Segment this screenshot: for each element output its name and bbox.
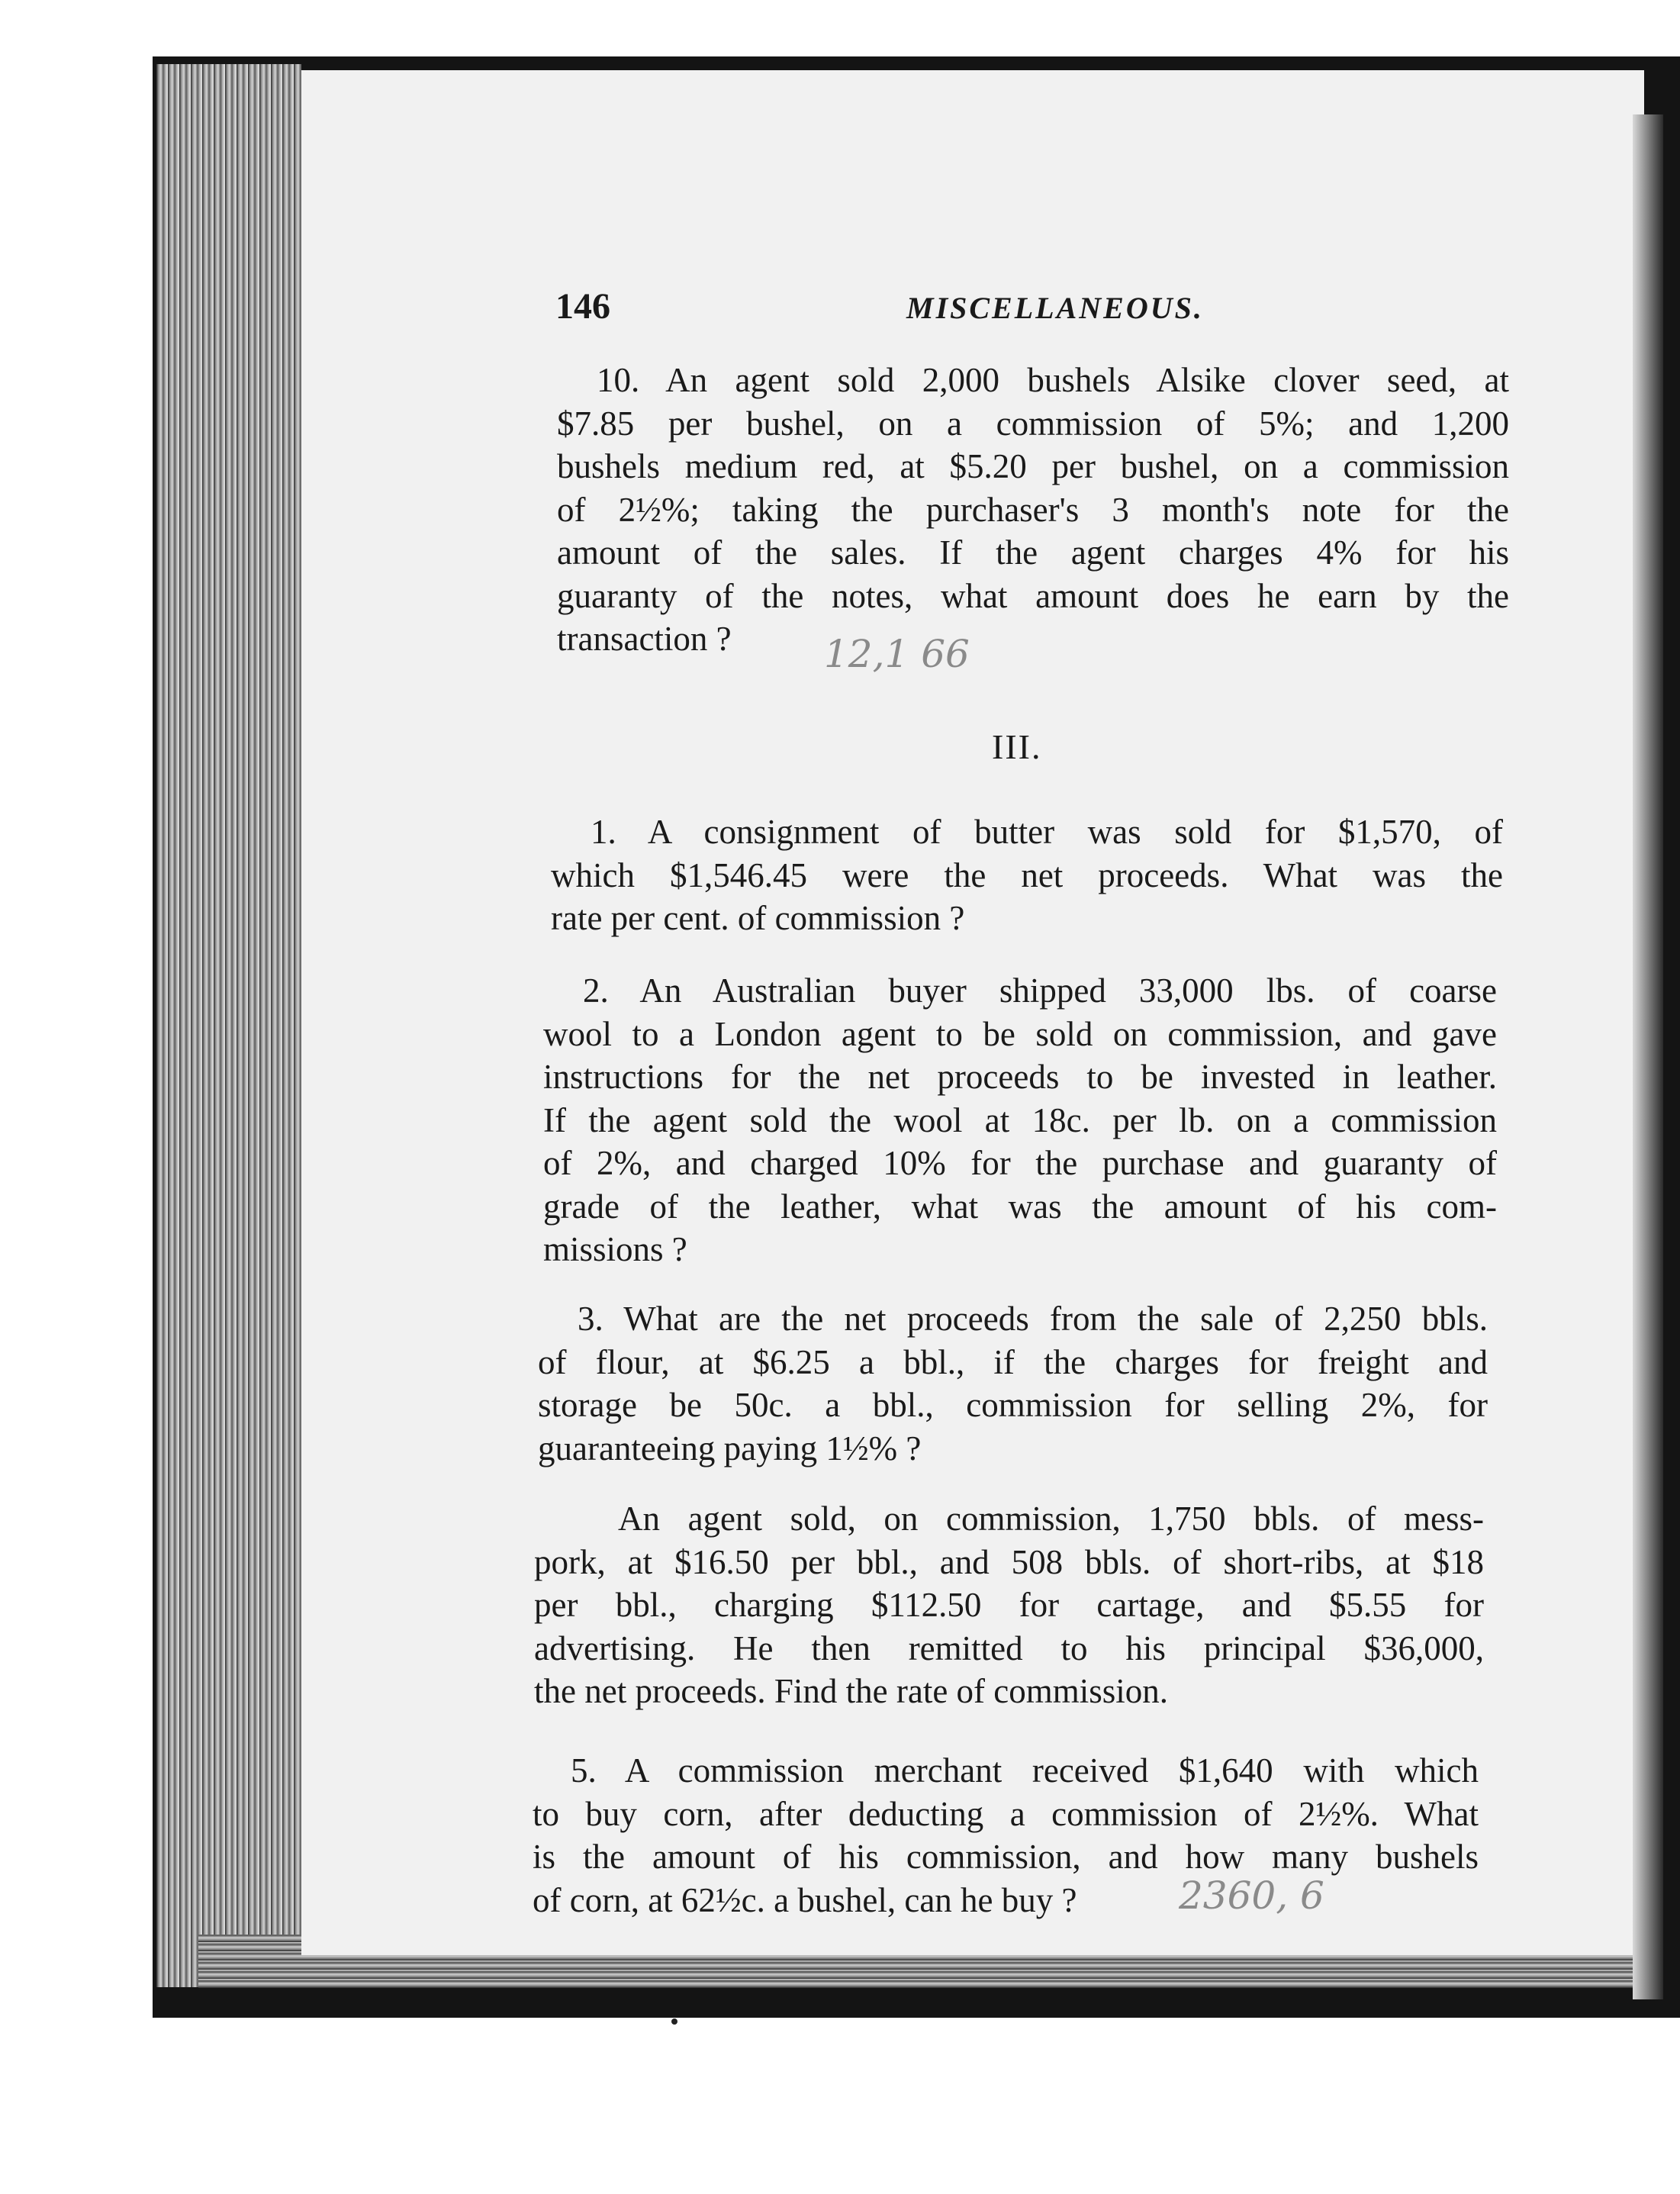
text-line: missions ? (543, 1230, 687, 1268)
text-line: per bbl., charging $112.50 for cartage, and $5.55 for (534, 1586, 1484, 1624)
text-line: of flour, at $6.25 a bbl., if the charges for freight and (538, 1342, 1488, 1381)
page-number: 146 (555, 286, 610, 327)
text-line: grade of the leather, what was the amount of his com- (543, 1187, 1497, 1226)
problem-10 (557, 359, 1509, 661)
text-line: 1. A consignment of butter was sold for $1,570, of (591, 813, 1503, 851)
text-line: guaranteeing paying 1½% ? (538, 1429, 922, 1467)
text-line: the net proceeds. Find the rate of commission. (534, 1672, 1169, 1710)
problem-5 (533, 1749, 1479, 1922)
section-heading: III. (992, 727, 1042, 766)
text-line: which $1,546.45 were the net proceeds. What was the (551, 855, 1503, 894)
text-line: 2. An Australian buyer shipped 33,000 lbs. of coarse (583, 971, 1497, 1010)
problem-4 (534, 1497, 1484, 1713)
text-line: pork, at $16.50 per bbl., and 508 bbls. of short-ribs, at $18 (534, 1542, 1484, 1581)
text-line: 5. A commission merchant received $1,640 with which (571, 1751, 1479, 1790)
text-line: rate per cent. of commission ? (551, 899, 965, 937)
text-line: 10. An agent sold 2,000 bushels Alsike clover seed, at (597, 361, 1509, 399)
text-line: bushels medium red, at $5.20 per bushel, on a commission (557, 447, 1509, 485)
text-line: to buy corn, after deducting a commission of 2½%. What (533, 1794, 1479, 1833)
text-line: guaranty of the notes, what amount does he earn by the (557, 576, 1509, 615)
text-line: An agent sold, on commission, 1,750 bbls. of mess- (618, 1500, 1484, 1538)
ink-speck (671, 2018, 677, 2025)
text-line: is the amount of his commission, and how many bushels (533, 1838, 1479, 1876)
page-edges-left (156, 64, 301, 1987)
running-header: MISCELLANEOUS. (906, 291, 1204, 325)
problem-1 (551, 810, 1503, 940)
text-line: transaction ? (557, 620, 732, 658)
text-line: amount of the sales. If the agent charges 4% for his (557, 533, 1509, 572)
problem-2 (543, 969, 1497, 1271)
text-line: If the agent sold the wool at 18c. per lb. on a commission (543, 1100, 1497, 1139)
handwritten-note: 2360, 6 (1179, 1873, 1324, 1918)
text-line: advertising. He then remitted to his principal $36,000, (534, 1629, 1484, 1667)
text-line: $7.85 per bushel, on a commission of 5%; and 1,200 (557, 404, 1509, 443)
text-line: of corn, at 62½c. a bushel, can he buy ? (533, 1880, 1077, 1919)
text-line: instructions for the net proceeds to be invested in leather. (543, 1058, 1497, 1096)
text-line: storage be 50c. a bbl., commission for selling 2%, for (538, 1386, 1488, 1424)
problem-3 (538, 1297, 1488, 1470)
handwritten-note: 12,1 66 (824, 632, 970, 676)
text-line: 3. What are the net proceeds from the sale of 2,250 bbls. (578, 1300, 1488, 1338)
page-gutter-shadow (1633, 114, 1663, 1999)
text-line: of 2%, and charged 10% for the purchase and guaranty of (543, 1144, 1497, 1182)
text-line: wool to a London agent to be sold on commission, and gave (543, 1014, 1497, 1053)
text-line: of 2½%; taking the purchaser's 3 month's note for the (557, 490, 1509, 529)
